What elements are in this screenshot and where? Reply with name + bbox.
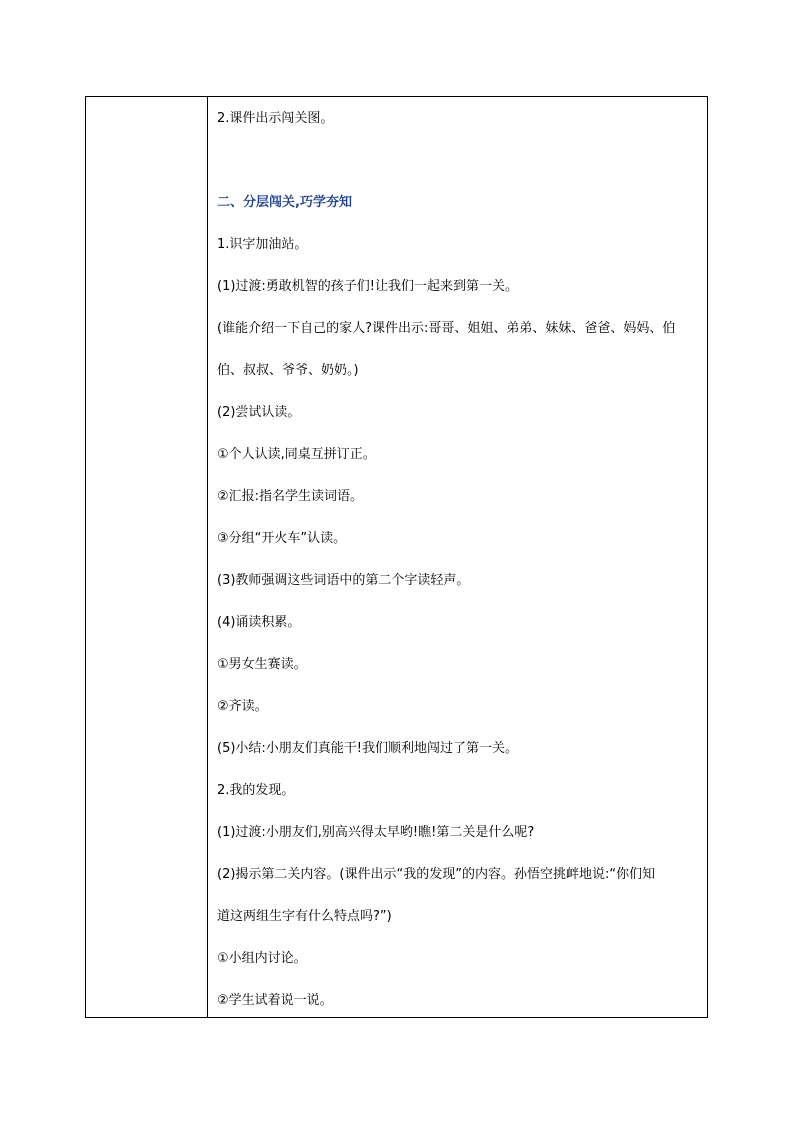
section-heading: 二、分层闯关,巧学夯知 bbox=[217, 195, 352, 210]
lesson-table bbox=[85, 96, 708, 1018]
paragraph-report: ②汇报:指名学生读词语。 bbox=[217, 489, 364, 504]
content-cell bbox=[208, 97, 707, 1017]
reveal-line-1: (2)揭示第二关内容。(课件出示“我的发现”的内容。孙悟空挑衅地说:“你们知 bbox=[217, 867, 656, 882]
family-intro-line-1: (谁能介绍一下自己的家人?课件出示:哥哥、姐姐、弟弟、妹妹、爸爸、妈妈、伯 bbox=[217, 321, 676, 336]
paragraph-courseware-map: 2.课件出示闯关图。 bbox=[217, 111, 334, 126]
paragraph-reveal-level-2 bbox=[217, 866, 701, 925]
paragraph-my-discovery: 2.我的发现。 bbox=[217, 783, 295, 798]
paragraph-group-train: ③分组“开火车”认读。 bbox=[217, 531, 347, 546]
left-column-cell bbox=[86, 97, 208, 1017]
family-intro-line-2: 伯、叔叔、爷爷、奶奶。) bbox=[217, 363, 359, 378]
paragraph-summary: (5)小结:小朋友们真能干!我们顺利地闯过了第一关。 bbox=[217, 741, 519, 756]
paragraph-transition-2: (1)过渡:小朋友们,别高兴得太早哟!瞧!第二关是什么呢? bbox=[217, 825, 535, 840]
paragraph-read-together: ②齐读。 bbox=[217, 699, 268, 714]
paragraph-teacher-emphasis: (3)教师强调这些词语中的第二个字读轻声。 bbox=[217, 573, 470, 588]
paragraph-boys-girls: ①男女生赛读。 bbox=[217, 657, 307, 672]
paragraph-individual-reading: ①个人认读,同桌互拼订正。 bbox=[217, 447, 376, 462]
paragraph-group-discussion: ①小组内讨论。 bbox=[217, 951, 307, 966]
paragraph-family-intro bbox=[217, 320, 701, 379]
paragraph-students-try: ②学生试着说一说。 bbox=[217, 993, 333, 1008]
paragraph-recite: (4)诵读积累。 bbox=[217, 615, 301, 630]
paragraph-literacy-station: 1.识字加油站。 bbox=[217, 237, 308, 252]
paragraph-try-reading: (2)尝试认读。 bbox=[217, 405, 301, 420]
reveal-line-2: 道这两组生字有什么特点吗?”) bbox=[217, 909, 392, 924]
paragraph-transition-1: (1)过渡:勇敢机智的孩子们!让我们一起来到第一关。 bbox=[217, 279, 519, 294]
